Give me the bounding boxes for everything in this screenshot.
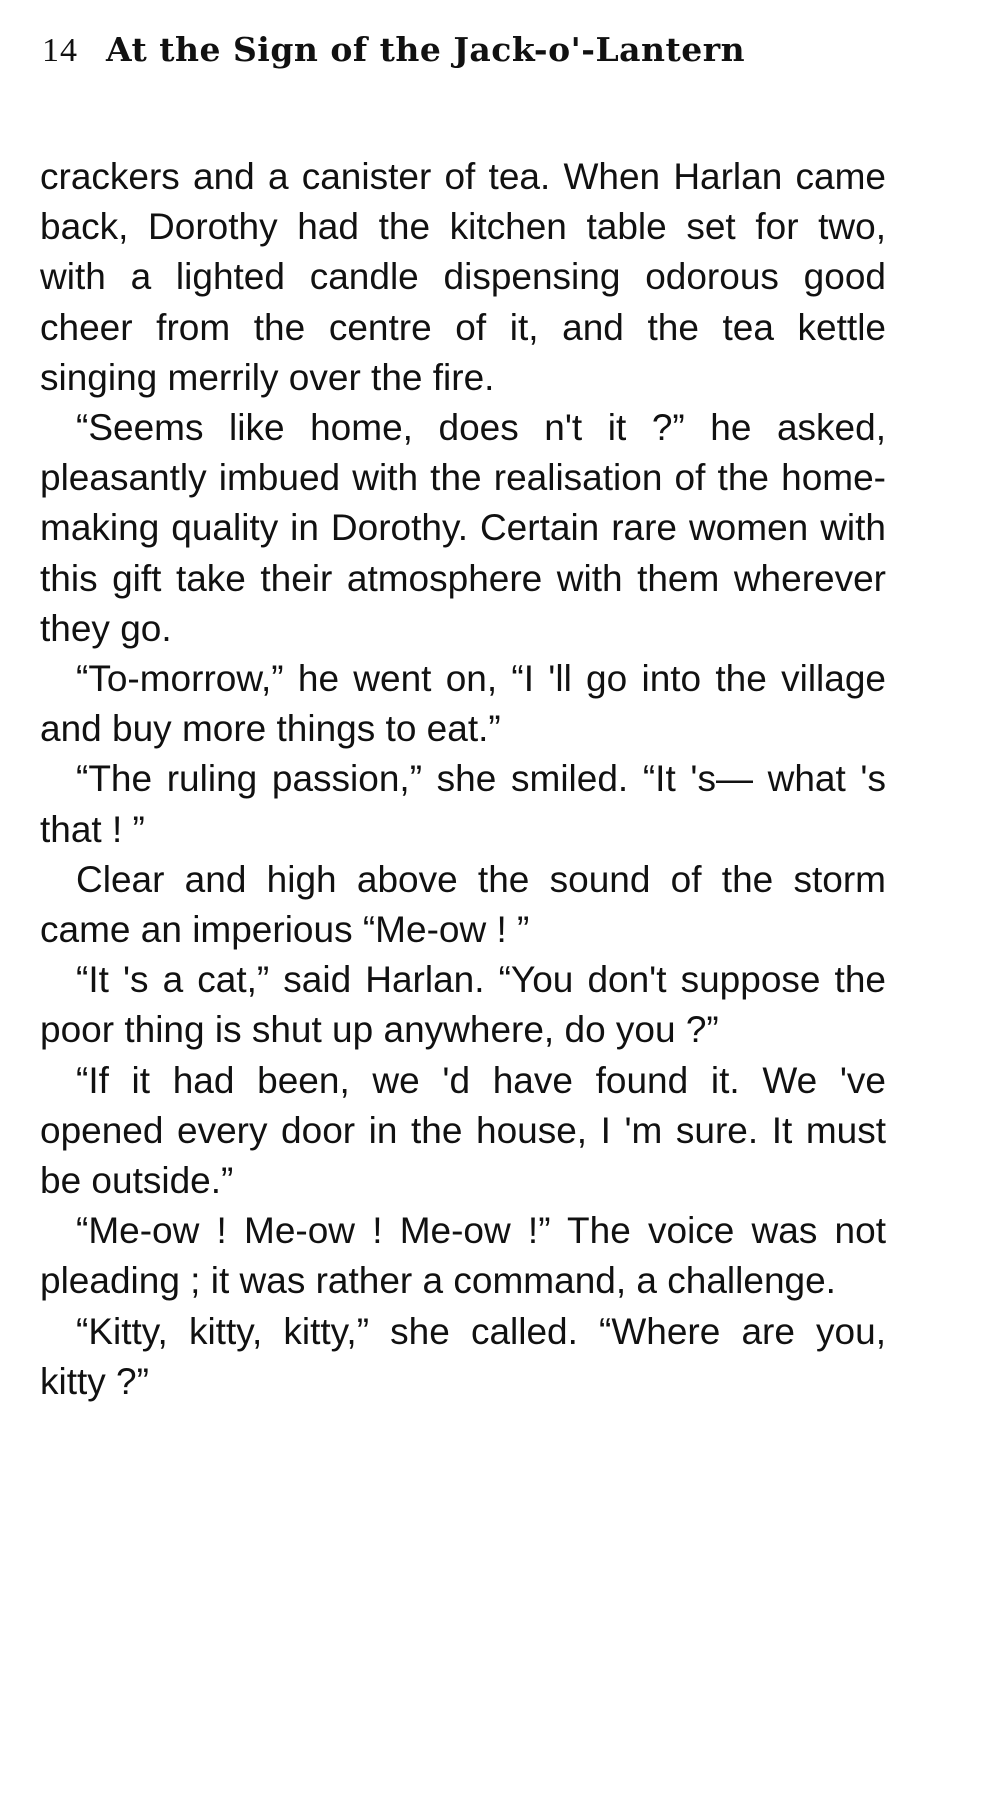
paragraph: “Seems like home, does n't it ?” he asked, pleasantly imbued with the realisation of the home-making quality in Dorothy. Certain rare women with this gift take their atmosphere with them wherever they go. (40, 407, 886, 649)
body-text (40, 152, 886, 1407)
paragraph: “It 's a cat,” said Harlan. “You don't suppose the poor thing is shut up anywhere, do you ?” (40, 959, 886, 1051)
running-head (42, 30, 882, 90)
paragraph: “Kitty, kitty, kitty,” she called. “Where are you, kitty ?” (40, 1310, 886, 1402)
running-title: At the Sign of the Jack-o'-Lantern (106, 30, 746, 69)
paragraph: “If it had been, we 'd have found it. We 've opened every door in the house, I 'm sure. It must be outside.” (40, 1059, 886, 1202)
page-number: 14 (42, 32, 78, 69)
paragraph: “To-morrow,” he went on, “I 'll go into the village and buy more things to eat.” (40, 658, 886, 750)
paragraph: “The ruling passion,” she smiled. “It 's— what 's that ! ” (40, 758, 886, 850)
paragraph: “Me-ow ! Me-ow ! Me-ow !” The voice was not pleading ; it was rather a command, a challenge. (40, 1210, 886, 1302)
paragraph: Clear and high above the sound of the storm came an imperious “Me-ow ! ” (40, 858, 886, 951)
paragraph: crackers and a canister of tea. When Harlan came back, Dorothy had the kitchen table set for two, with a lighted candle dispensing odorous good cheer from the centre of it, and the tea kettle singing merrily over the fire. (40, 156, 886, 398)
